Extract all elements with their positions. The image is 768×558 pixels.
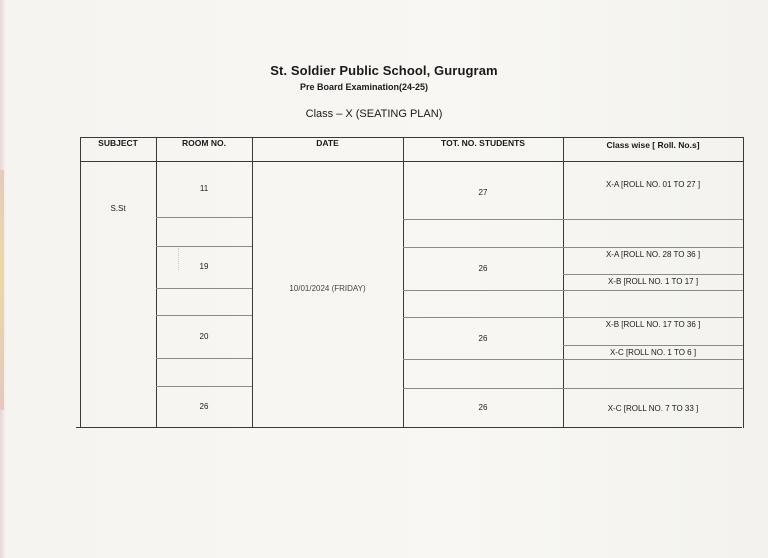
subject-cell: S.St: [110, 204, 126, 213]
roll-allocation-cell: X-B [ROLL NO. 17 TO 36 ]: [605, 320, 701, 329]
header-classwise-roll-nos: Class wise [ Roll. No.s]: [606, 140, 700, 150]
row-separator: [156, 315, 252, 316]
row-separator: [156, 358, 252, 359]
roll-allocation-cell: X-A [ROLL NO. 28 TO 36 ]: [605, 250, 701, 259]
table-bottom-border: [76, 427, 742, 428]
exam-title: Pre Board Examination(24-25): [299, 82, 429, 92]
school-name: St. Soldier Public School, Gurugram: [270, 63, 498, 78]
row-separator: [403, 388, 743, 389]
room-number-cell: 20: [199, 332, 209, 341]
column-divider-room: [156, 137, 157, 427]
room-number-cell: 26: [199, 402, 209, 411]
room-number-cell: 19: [199, 262, 209, 271]
row-separator: [563, 345, 743, 346]
row-separator: [156, 217, 252, 218]
header-date: DATE: [316, 138, 339, 148]
room-number-cell: 11: [199, 184, 209, 193]
row-separator: [563, 274, 743, 275]
header-total-students: TOT. NO. STUDENTS: [441, 138, 525, 148]
header-row-border: [80, 161, 744, 162]
column-divider-total: [403, 137, 404, 427]
roll-allocation-cell: X-C [ROLL NO. 1 TO 6 ]: [609, 348, 697, 357]
header-room-no: ROOM NO.: [182, 138, 226, 148]
row-separator: [403, 317, 743, 318]
total-students-cell: 26: [478, 334, 488, 343]
row-separator: [403, 290, 743, 291]
roll-allocation-cell: X-A [ROLL NO. 01 TO 27 ]: [605, 180, 701, 189]
total-students-cell: 27: [478, 188, 488, 197]
row-separator: [403, 219, 743, 220]
table-left-border: [80, 137, 81, 427]
roll-allocation-cell: X-C [ROLL NO. 7 TO 33 ]: [607, 404, 699, 413]
row-separator: [156, 246, 252, 247]
row-separator: [403, 359, 743, 360]
table-right-border: [743, 137, 744, 428]
seating-plan-title: Class – X (SEATING PLAN): [305, 108, 443, 120]
total-students-cell: 26: [478, 403, 488, 412]
header-subject: SUBJECT: [98, 138, 138, 148]
row-separator: [403, 247, 743, 248]
total-students-cell: 26: [478, 264, 488, 273]
column-divider-date: [252, 137, 253, 427]
row-separator: [156, 386, 252, 387]
row-separator: [156, 288, 252, 289]
roll-allocation-cell: X-B [ROLL NO. 1 TO 17 ]: [607, 277, 699, 286]
date-cell: 10/01/2024 (FRIDAY): [289, 284, 366, 293]
